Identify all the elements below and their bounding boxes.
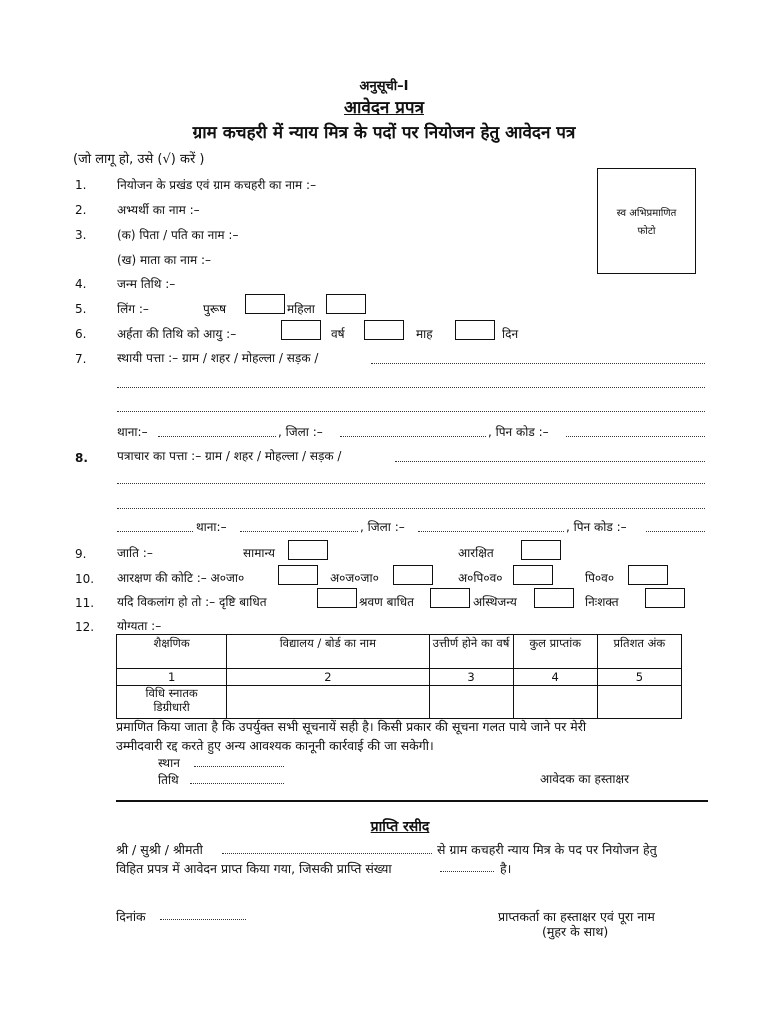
item-number: 9. xyxy=(75,547,87,561)
table-header: शैक्षणिक xyxy=(117,635,227,669)
table-cell: 4 xyxy=(513,669,597,686)
receipt-text: विहित प्रपत्र में आवेदन प्राप्त किया गया, जिसकी प्राप्ति संख्या xyxy=(116,861,392,876)
receipt-date-field[interactable] xyxy=(160,919,246,920)
form-title: आवेदन प्रपत्र xyxy=(344,98,424,118)
table-cell: 3 xyxy=(429,669,513,686)
correspondence-address-line[interactable] xyxy=(117,508,705,509)
candidate-name-label: अभ्यर्थी का नाम :– xyxy=(117,203,200,217)
table-header-row xyxy=(117,635,682,669)
district-field[interactable] xyxy=(418,531,564,532)
permanent-address-label: स्थायी पत्ता :– ग्राम / शहर / मोहल्ला / सड़क / xyxy=(117,351,319,365)
table-cell: 2 xyxy=(227,669,429,686)
correspondence-address-label: पत्राचार का पत्ता :– ग्राम / शहर / मोहल्ला / सड़क / xyxy=(117,449,342,463)
table-row-label: विधि स्नातक डिग्रीधारी xyxy=(117,686,227,719)
table-number-row xyxy=(117,669,682,686)
female-label: महिला xyxy=(287,302,315,316)
item-number: 3. xyxy=(75,228,87,242)
age-months-field[interactable] xyxy=(364,320,404,340)
receipt-text: है। xyxy=(500,861,512,876)
correspondence-line-start[interactable] xyxy=(117,531,193,532)
date-label: तिथि xyxy=(158,773,179,787)
permanent-address-line[interactable] xyxy=(117,411,705,412)
table-header: कुल प्राप्तांक xyxy=(513,635,597,669)
pincode-label: , पिन कोड :– xyxy=(488,425,549,439)
applicant-signature-label: आवेदक का हस्ताक्षर xyxy=(540,772,629,786)
sc-checkbox[interactable] xyxy=(278,565,318,585)
general-checkbox[interactable] xyxy=(288,540,328,560)
receipt-number-field[interactable] xyxy=(440,871,494,872)
table-header: उत्तीर्ण होने का वर्ष xyxy=(429,635,513,669)
table-row xyxy=(117,686,682,719)
father-name-label: (क) पिता / पति का नाम :– xyxy=(117,228,239,242)
thana-field[interactable] xyxy=(158,436,276,437)
hearing-label: श्रवण बाधित xyxy=(359,595,414,609)
male-label: पुरूष xyxy=(203,302,227,316)
seal-label: (मुहर के साथ) xyxy=(542,924,609,939)
days-label: दिन xyxy=(502,327,519,341)
receiver-signature-label: प्राप्तकर्ता का हस्ताक्षर एवं पूरा नाम xyxy=(498,909,655,924)
st-checkbox[interactable] xyxy=(393,565,433,585)
table-cell: 1 xyxy=(117,669,227,686)
reservation-category-label: आरक्षण की कोटि :– अ०जा० xyxy=(117,571,245,585)
receipt-date-label: दिनांक xyxy=(116,909,146,924)
qualification-table xyxy=(116,634,682,719)
mother-name-label: (ख) माता का नाम :– xyxy=(117,253,211,267)
photo-label-1: स्व अभिप्रमाणित xyxy=(616,208,677,219)
table-cell-input[interactable] xyxy=(429,686,513,719)
bc-label: पि०व० xyxy=(585,571,615,585)
item-number: 1. xyxy=(75,178,87,192)
item-number: 7. xyxy=(75,352,87,366)
reserved-label: आरक्षित xyxy=(458,546,494,560)
bc-checkbox[interactable] xyxy=(628,565,668,585)
item-number: 12. xyxy=(75,620,95,634)
receipt-title: प्राप्ति रसीद xyxy=(370,819,430,835)
thana-field[interactable] xyxy=(240,531,358,532)
age-label: अर्हता की तिथि को आयु :– xyxy=(117,327,237,341)
disability-label: यदि विकलांग हो तो :– दृष्टि बाधित xyxy=(117,595,267,609)
reserved-checkbox[interactable] xyxy=(521,540,561,560)
st-label: अ०ज०जा० xyxy=(330,571,379,585)
ebc-label: अ०पि०व० xyxy=(458,571,503,585)
pincode-field[interactable] xyxy=(646,531,705,532)
place-label: स्थान xyxy=(158,756,180,770)
declaration-text: उम्मीदवारी रद्द करते हुए अन्य आवश्यक कानूनी कार्रवाई की जा सकेगी। xyxy=(116,738,434,753)
photo-label-2: फोटो xyxy=(637,226,656,237)
table-cell-input[interactable] xyxy=(513,686,597,719)
receipt-name-label: श्री / सुश्री / श्रीमती xyxy=(116,842,203,857)
section-divider xyxy=(116,800,708,802)
receipt-text: से ग्राम कचहरी न्याय मित्र के पद पर नियोजन हेतु xyxy=(437,842,657,857)
permanent-address-field[interactable] xyxy=(371,363,705,364)
correspondence-address-line[interactable] xyxy=(117,483,705,484)
orthopedic-label: अस्थिजन्य xyxy=(473,595,517,609)
item-number: 5. xyxy=(75,302,87,316)
gender-label: लिंग :– xyxy=(117,302,149,316)
table-header: विद्यालय / बोर्ड का नाम xyxy=(227,635,429,669)
ebc-checkbox[interactable] xyxy=(513,565,553,585)
item-number: 2. xyxy=(75,203,87,217)
table-cell-input[interactable] xyxy=(227,686,429,719)
thana-label: थाना:– xyxy=(117,425,148,439)
item-number: 11. xyxy=(75,596,95,610)
photo-box[interactable] xyxy=(597,168,696,274)
hearing-impairment-checkbox[interactable] xyxy=(430,588,470,608)
thana-label: थाना:– xyxy=(196,520,227,534)
table-cell-input[interactable] xyxy=(597,686,681,719)
table-header: प्रतिशत अंक xyxy=(597,635,681,669)
place-field[interactable] xyxy=(194,766,284,767)
orthopedic-checkbox[interactable] xyxy=(534,588,574,608)
general-label: सामान्य xyxy=(243,546,276,560)
district-label: , जिला :– xyxy=(360,520,405,534)
age-years-field[interactable] xyxy=(281,320,321,340)
pincode-field[interactable] xyxy=(566,436,705,437)
item-number: 10. xyxy=(75,572,95,586)
declaration-text: प्रमाणित किया जाता है कि उपर्युक्त सभी सूचनायें सही है। किसी प्रकार की सूचना गलत पाये जाने पर मेरी xyxy=(116,719,587,734)
district-field[interactable] xyxy=(340,436,486,437)
disabled-label: निःशक्त xyxy=(585,595,619,609)
qualification-label: योग्यता :– xyxy=(117,619,162,633)
permanent-address-line[interactable] xyxy=(117,387,705,388)
visual-impairment-checkbox[interactable] xyxy=(317,588,357,608)
item-number: 8. xyxy=(75,451,88,465)
district-label: , जिला :– xyxy=(278,425,323,439)
years-label: वर्ष xyxy=(331,327,345,341)
correspondence-address-field[interactable] xyxy=(395,461,705,462)
item-number: 6. xyxy=(75,327,87,341)
receipt-name-field[interactable] xyxy=(222,853,432,854)
date-field[interactable] xyxy=(190,783,284,784)
female-checkbox[interactable] xyxy=(326,294,366,314)
instruction-text: (जो लागू हो, उसे (√) करें ) xyxy=(73,152,205,167)
block-panchayat-label: नियोजन के प्रखंड एवं ग्राम कचहरी का नाम :– xyxy=(117,178,317,192)
pincode-label: , पिन कोड :– xyxy=(566,520,627,534)
caste-label: जाति :– xyxy=(117,546,153,560)
schedule-label: अनुसूची–I xyxy=(359,79,409,94)
male-checkbox[interactable] xyxy=(245,294,285,314)
age-days-field[interactable] xyxy=(455,320,495,340)
item-number: 4. xyxy=(75,277,87,291)
form-subtitle: ग्राम कचहरी में न्याय मित्र के पदों पर नियोजन हेतु आवेदन पत्र xyxy=(192,123,576,143)
dob-label: जन्म तिथि :– xyxy=(117,277,176,291)
months-label: माह xyxy=(416,327,433,341)
table-cell: 5 xyxy=(597,669,681,686)
disabled-checkbox[interactable] xyxy=(645,588,685,608)
